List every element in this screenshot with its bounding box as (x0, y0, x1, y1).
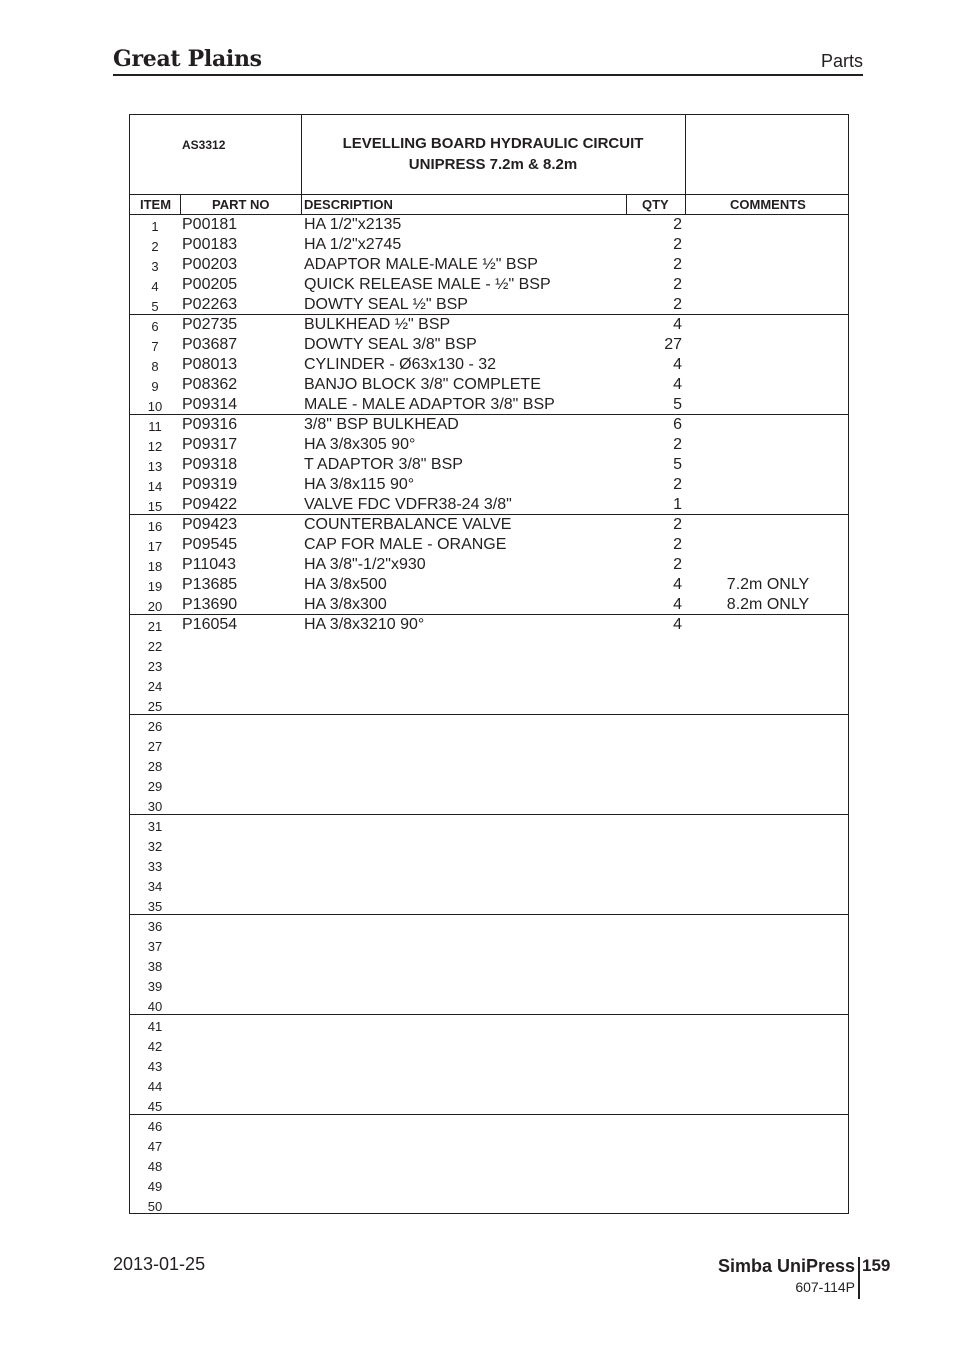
table-row (130, 995, 848, 1015)
part-description: QUICK RELEASE MALE - ½" BSP (304, 276, 551, 293)
table-row (130, 395, 848, 415)
brand-logo: Great Plains (113, 46, 262, 72)
item-number: 15 (147, 499, 163, 514)
sheet-title-line2: UNIPRESS 7.2m & 8.2m (408, 156, 578, 173)
parts-sheet (129, 114, 849, 1214)
item-number: 26 (147, 719, 163, 734)
part-number: P13690 (182, 596, 238, 613)
part-description: 3/8" BSP BULKHEAD (304, 416, 459, 433)
table-row (130, 735, 848, 755)
item-number: 50 (147, 1199, 163, 1214)
item-number: 7 (151, 339, 159, 354)
item-number: 10 (147, 399, 163, 414)
part-quantity: 1 (673, 496, 682, 513)
part-number: P08362 (182, 376, 238, 393)
table-row (130, 875, 848, 895)
item-number: 39 (147, 979, 163, 994)
part-description: COUNTERBALANCE VALVE (304, 516, 512, 533)
table-row (130, 515, 848, 535)
table-row (130, 915, 848, 935)
col-header-description: DESCRIPTION (304, 197, 393, 212)
table-row (130, 355, 848, 375)
item-number: 29 (147, 779, 163, 794)
part-number: P00203 (182, 256, 238, 273)
col-divider-part (301, 194, 302, 214)
footer-divider (858, 1257, 860, 1299)
table-row (130, 215, 848, 235)
table-row (130, 1115, 848, 1135)
part-description: CAP FOR MALE - ORANGE (304, 536, 507, 553)
document-number: 607-114P (795, 1279, 855, 1295)
table-row (130, 575, 848, 595)
part-quantity: 2 (673, 556, 682, 573)
part-description: ADAPTOR MALE-MALE ½" BSP (304, 256, 538, 273)
item-number: 17 (147, 539, 163, 554)
part-number: P08013 (182, 356, 238, 373)
col-divider-qty (685, 194, 686, 214)
part-number: P00181 (182, 216, 238, 233)
part-number: P00183 (182, 236, 238, 253)
table-row (130, 715, 848, 735)
item-number: 8 (151, 359, 159, 374)
part-quantity: 4 (673, 616, 682, 633)
item-number: 30 (147, 799, 163, 814)
part-description: BULKHEAD ½" BSP (304, 316, 451, 333)
part-description: HA 3/8x115 90° (304, 476, 415, 493)
item-number: 40 (147, 999, 163, 1014)
item-number: 6 (151, 319, 159, 334)
table-row (130, 895, 848, 915)
header-top-line (130, 194, 848, 195)
part-quantity: 2 (673, 436, 682, 453)
part-quantity: 6 (673, 416, 682, 433)
item-number: 41 (147, 1019, 163, 1034)
table-row (130, 1135, 848, 1155)
item-number: 46 (147, 1119, 163, 1134)
part-number: P02735 (182, 316, 238, 333)
col-header-part-no: PART NO (212, 197, 270, 212)
table-row (130, 975, 848, 995)
part-number: P11043 (182, 556, 236, 573)
item-number: 11 (148, 419, 162, 434)
table-row (130, 235, 848, 255)
table-row (130, 955, 848, 975)
part-number: P09423 (182, 516, 238, 533)
table-row (130, 455, 848, 475)
table-row (130, 435, 848, 455)
part-description: HA 3/8"-1/2"x930 (304, 556, 426, 573)
item-number: 12 (147, 439, 163, 454)
part-comment: 7.2m ONLY (726, 576, 810, 593)
part-number: P00205 (182, 276, 238, 293)
table-row (130, 595, 848, 615)
table-row (130, 1175, 848, 1195)
part-quantity: 4 (673, 316, 682, 333)
item-number: 28 (147, 759, 163, 774)
part-number: P09314 (182, 396, 238, 413)
table-row (130, 815, 848, 835)
table-row (130, 495, 848, 515)
item-number: 24 (147, 679, 163, 694)
part-quantity: 4 (673, 596, 682, 613)
part-number: P03687 (182, 336, 238, 353)
item-number: 47 (147, 1139, 163, 1154)
part-quantity: 2 (673, 236, 682, 253)
table-row (130, 935, 848, 955)
footer-product-name: Simba UniPress (717, 1256, 855, 1276)
table-row (130, 1075, 848, 1095)
part-quantity: 5 (673, 456, 682, 473)
item-number: 43 (147, 1059, 163, 1074)
part-description: HA 1/2"x2135 (304, 216, 402, 233)
table-row (130, 775, 848, 795)
part-number: P09316 (182, 416, 238, 433)
table-row (130, 835, 848, 855)
part-description: HA 1/2"x2745 (304, 236, 402, 253)
part-quantity: 4 (673, 356, 682, 373)
part-number: P13685 (182, 576, 238, 593)
part-quantity: 5 (673, 396, 682, 413)
sheet-title-line1: LEVELLING BOARD HYDRAULIC CIRCUIT (342, 135, 644, 152)
assembly-number: AS3312 (182, 138, 226, 152)
part-quantity: 4 (673, 576, 682, 593)
table-row (130, 295, 848, 315)
item-number: 33 (147, 859, 163, 874)
part-quantity: 2 (673, 216, 682, 233)
table-row (130, 635, 848, 655)
col-header-qty: QTY (642, 197, 669, 212)
table-row (130, 1195, 848, 1215)
table-row (130, 475, 848, 495)
item-number: 14 (147, 479, 163, 494)
part-quantity: 2 (673, 476, 682, 493)
part-description: BANJO BLOCK 3/8" COMPLETE (304, 376, 541, 393)
part-description: HA 3/8x500 (304, 576, 387, 593)
table-row (130, 675, 848, 695)
part-description: VALVE FDC VDFR38-24 3/8" (304, 496, 512, 513)
item-number: 35 (147, 899, 163, 914)
item-number: 32 (147, 839, 163, 854)
item-number: 19 (147, 579, 163, 594)
part-quantity: 2 (673, 516, 682, 533)
table-row (130, 1055, 848, 1075)
item-number: 2 (151, 239, 159, 254)
part-description: HA 3/8x3210 90° (304, 616, 425, 633)
part-number: P09317 (182, 436, 238, 453)
table-row (130, 795, 848, 815)
item-number: 5 (151, 299, 159, 314)
table-row (130, 855, 848, 875)
item-number: 34 (147, 879, 163, 894)
part-number: P09319 (182, 476, 238, 493)
part-number: P09545 (182, 536, 238, 553)
table-row (130, 415, 848, 435)
item-number: 13 (147, 459, 163, 474)
table-row (130, 535, 848, 555)
item-number: 3 (151, 259, 159, 274)
item-number: 23 (147, 659, 163, 674)
table-row (130, 1015, 848, 1035)
part-quantity: 2 (673, 276, 682, 293)
part-number: P09422 (182, 496, 238, 513)
item-number: 1 (151, 219, 159, 234)
item-number: 20 (147, 599, 163, 614)
part-number: P09318 (182, 456, 238, 473)
table-row (130, 615, 848, 635)
table-row (130, 1035, 848, 1055)
item-number: 38 (147, 959, 163, 974)
item-number: 18 (147, 559, 163, 574)
part-number: P16054 (182, 616, 238, 633)
page-number: 159 (862, 1256, 891, 1275)
item-number: 36 (147, 919, 163, 934)
table-row (130, 315, 848, 335)
table-row (130, 755, 848, 775)
col-divider-desc (626, 194, 627, 214)
table-row (130, 1095, 848, 1115)
item-number: 37 (147, 939, 163, 954)
item-number: 31 (147, 819, 163, 834)
item-number: 9 (151, 379, 159, 394)
header-rule (113, 74, 863, 76)
table-row (130, 655, 848, 675)
table-row (130, 1155, 848, 1175)
part-comment: 8.2m ONLY (726, 596, 810, 613)
part-description: DOWTY SEAL ½" BSP (304, 296, 468, 313)
part-description: HA 3/8x305 90° (304, 436, 416, 453)
table-row (130, 255, 848, 275)
table-row (130, 335, 848, 355)
item-number: 49 (147, 1179, 163, 1194)
part-quantity: 2 (673, 256, 682, 273)
part-quantity: 2 (673, 536, 682, 553)
footer-date: 2013-01-25 (113, 1254, 206, 1274)
part-quantity: 4 (673, 376, 682, 393)
item-number: 42 (147, 1039, 163, 1054)
section-label: Parts (820, 51, 863, 71)
table-row (130, 695, 848, 715)
part-number: P02263 (182, 296, 238, 313)
item-number: 45 (147, 1099, 163, 1114)
item-number: 22 (147, 639, 163, 654)
table-row (130, 375, 848, 395)
part-quantity: 2 (673, 296, 682, 313)
part-description: DOWTY SEAL 3/8" BSP (304, 336, 477, 353)
table-row (130, 555, 848, 575)
item-number: 21 (147, 619, 163, 634)
item-number: 44 (147, 1079, 163, 1094)
item-number: 25 (147, 699, 163, 714)
part-description: T ADAPTOR 3/8" BSP (304, 456, 463, 473)
item-number: 48 (147, 1159, 163, 1174)
part-description: HA 3/8x300 (304, 596, 387, 613)
part-description: MALE - MALE ADAPTOR 3/8" BSP (304, 396, 555, 413)
item-number: 16 (147, 519, 163, 534)
col-header-item: ITEM (140, 197, 172, 212)
col-divider-item (180, 194, 181, 214)
table-row (130, 275, 848, 295)
col-header-comments: COMMENTS (730, 197, 806, 212)
item-number: 27 (147, 739, 163, 754)
part-description: CYLINDER - Ø63x130 - 32 (304, 356, 497, 373)
part-quantity: 27 (664, 336, 682, 353)
item-number: 4 (151, 279, 159, 294)
